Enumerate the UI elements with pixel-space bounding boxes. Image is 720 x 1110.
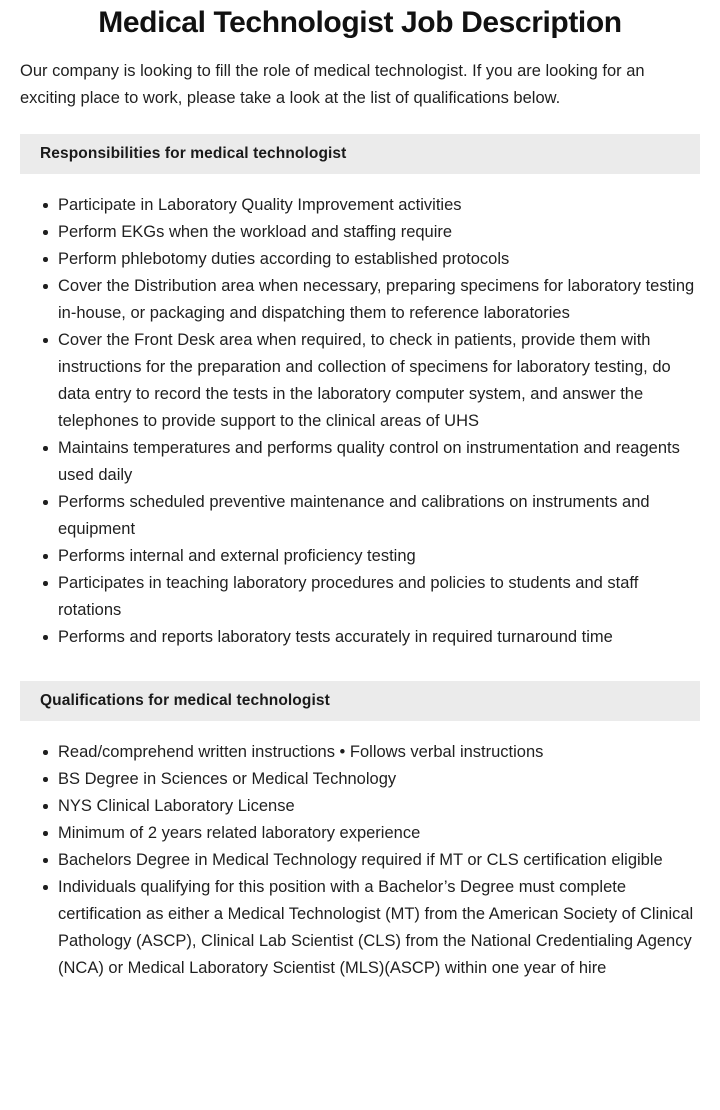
- list-item: Minimum of 2 years related laboratory experience: [0, 820, 700, 847]
- page-title: Medical Technologist Job Description: [98, 6, 622, 39]
- list-item: Bachelors Degree in Medical Technology required if MT or CLS certification eligible: [0, 847, 700, 874]
- list-item: Performs and reports laboratory tests accurately in required turnaround time: [0, 624, 700, 651]
- list-item: Maintains temperatures and performs quality control on instrumentation and reagents used daily: [0, 435, 700, 489]
- section-header-responsibilities: [20, 134, 700, 174]
- section-header-qualifications: [20, 681, 700, 721]
- list-item: Read/comprehend written instructions • Follows verbal instructions: [0, 739, 700, 766]
- section-responsibilities: [0, 134, 720, 659]
- section-heading-label: Responsibilities for medical technologist: [40, 145, 347, 162]
- document-bottom-spacer: [0, 982, 720, 1012]
- intro-paragraph: Our company is looking to fill the role of medical technologist. If you are looking for an exciting place to work, please take a look at the list of qualifications below.: [20, 62, 645, 107]
- list-item: BS Degree in Sciences or Medical Technology: [0, 766, 700, 793]
- section-spacer: [0, 651, 720, 659]
- list-item: Individuals qualifying for this position with a Bachelor’s Degree must complete certification as either a Medical Technologist (MT) from the American Society of Clinical Pathology (ASCP), Clinical Lab Scientist (CLS) from the National Credentialing Agency (NCA) or Medical Laboratory Scientist (MLS)(ASCP) within one year of hire: [0, 874, 700, 982]
- list-item: Participate in Laboratory Quality Improvement activities: [0, 192, 700, 219]
- list-item: Perform phlebotomy duties according to established protocols: [0, 246, 700, 273]
- section-heading-label: Qualifications for medical technologist: [40, 692, 330, 709]
- list-item: Perform EKGs when the workload and staffing require: [0, 219, 700, 246]
- list-item: Cover the Front Desk area when required, to check in patients, provide them with instructions for the preparation and collection of specimens for laboratory testing, do data entry to record the tests in the laboratory computer system, and answer the telephones to provide support to the clinical areas of UHS: [0, 327, 700, 435]
- responsibilities-list: [0, 192, 720, 651]
- list-item: Participates in teaching laboratory procedures and policies to students and staff rotations: [0, 570, 700, 624]
- qualifications-list: [0, 739, 720, 982]
- list-item: Cover the Distribution area when necessary, preparing specimens for laboratory testing in-house, or packaging and dispatching them to reference laboratories: [0, 273, 700, 327]
- section-qualifications: [0, 681, 720, 1012]
- list-item: NYS Clinical Laboratory License: [0, 793, 700, 820]
- list-item: Performs internal and external proficiency testing: [0, 543, 700, 570]
- list-item: Performs scheduled preventive maintenance and calibrations on instruments and equipment: [0, 489, 700, 543]
